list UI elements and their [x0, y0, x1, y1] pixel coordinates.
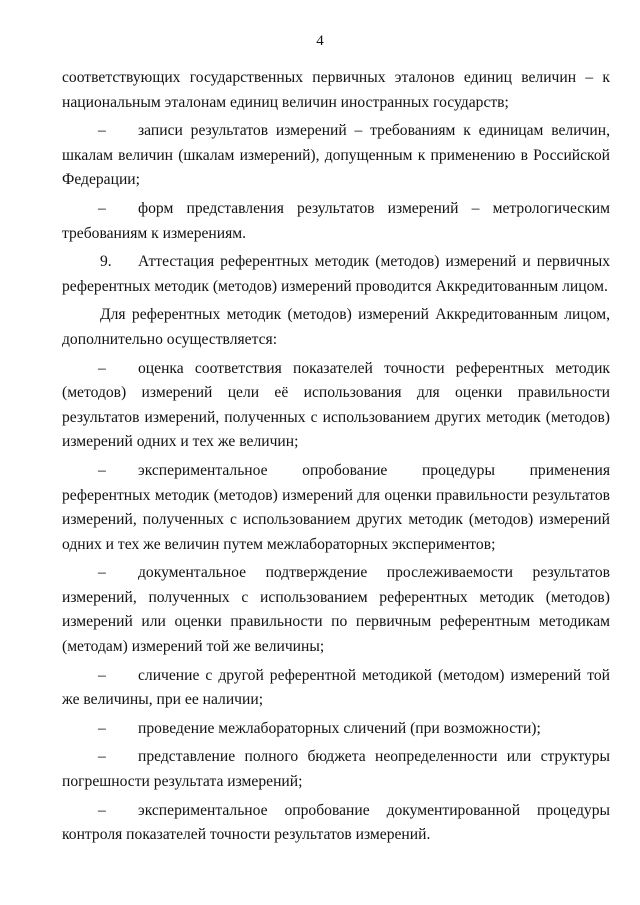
- paragraph-text: соответствующих государственных первичных эталонов единиц величин – к национальным эталонам единиц величин иностранных государств;: [62, 69, 610, 111]
- page-number: 4: [316, 33, 324, 49]
- bullet-text: экспериментальное опробование процедуры применения референтных методик (методов) измерений для оценки правильности результатов измерений, полученных с использованием других методик (методов) измерений одних и тех же величин путем межлабораторных экспериментов;: [62, 461, 610, 553]
- dash-marker: –: [98, 564, 106, 582]
- dash-marker: –: [98, 359, 106, 377]
- bullet-item: [62, 459, 610, 557]
- bullet-text: сличение с другой референтной методикой (методом) измерений той же величины, при ее наличии;: [62, 666, 610, 709]
- bullet-item: [62, 745, 610, 794]
- paragraph-text: Для референтных методик (методов) измерений Аккредитованным лицом, дополнительно осуществляется:: [62, 306, 610, 348]
- dash-marker: –: [98, 461, 106, 479]
- bullet-item: [62, 119, 610, 193]
- bullet-item: [62, 717, 610, 742]
- bullet-item: [62, 197, 610, 246]
- bullet-text: экспериментальное опробование документированной процедуры контроля показателей точности результатов измерений.: [62, 801, 610, 844]
- bullet-text: записи результатов измерений – требованиям к единицам величин, шкалам величин (шкалам измерений), допущенным к применению в Российской Федерации;: [62, 122, 610, 189]
- paragraph-continuation: [62, 66, 610, 115]
- bullet-text: форм представления результатов измерений – метрологическим требованиям к измерениям.: [62, 199, 610, 242]
- bullet-text: оценка соответствия показателей точности референтных методик (методов) измерений цели её использования для оценки правильности результатов измерений, полученных с использованием других методик (методов) измерений одних и тех же величин;: [62, 359, 610, 451]
- dash-marker: –: [98, 199, 106, 217]
- numbered-item: [62, 250, 610, 299]
- bullet-item: [62, 799, 610, 848]
- dash-marker: –: [98, 801, 106, 819]
- bullet-text: документальное подтверждение прослеживаемости результатов измерений, полученных с использованием референтных методик (методов) измерений или оценки правильности по первичным референтным методикам (методам) измерений той же величины;: [62, 564, 610, 656]
- bullet-item: [62, 664, 610, 713]
- paragraph-indented: [62, 303, 610, 352]
- document-body: [62, 66, 610, 852]
- bullet-text: представление полного бюджета неопределенности или структуры погрешности результата измерений;: [62, 748, 610, 791]
- dash-marker: –: [98, 719, 106, 737]
- bullet-item: [62, 357, 610, 455]
- bullet-item: [62, 561, 610, 659]
- item-number: 9.: [100, 253, 112, 271]
- numbered-text: Аттестация референтных методик (методов) измерений и первичных референтных методик (методов) измерений проводится Аккредитованным лицом.: [62, 253, 610, 295]
- dash-marker: –: [98, 666, 106, 684]
- dash-marker: –: [98, 748, 106, 766]
- dash-marker: –: [98, 122, 106, 140]
- bullet-text: проведение межлабораторных сличений (при возможности);: [138, 719, 541, 737]
